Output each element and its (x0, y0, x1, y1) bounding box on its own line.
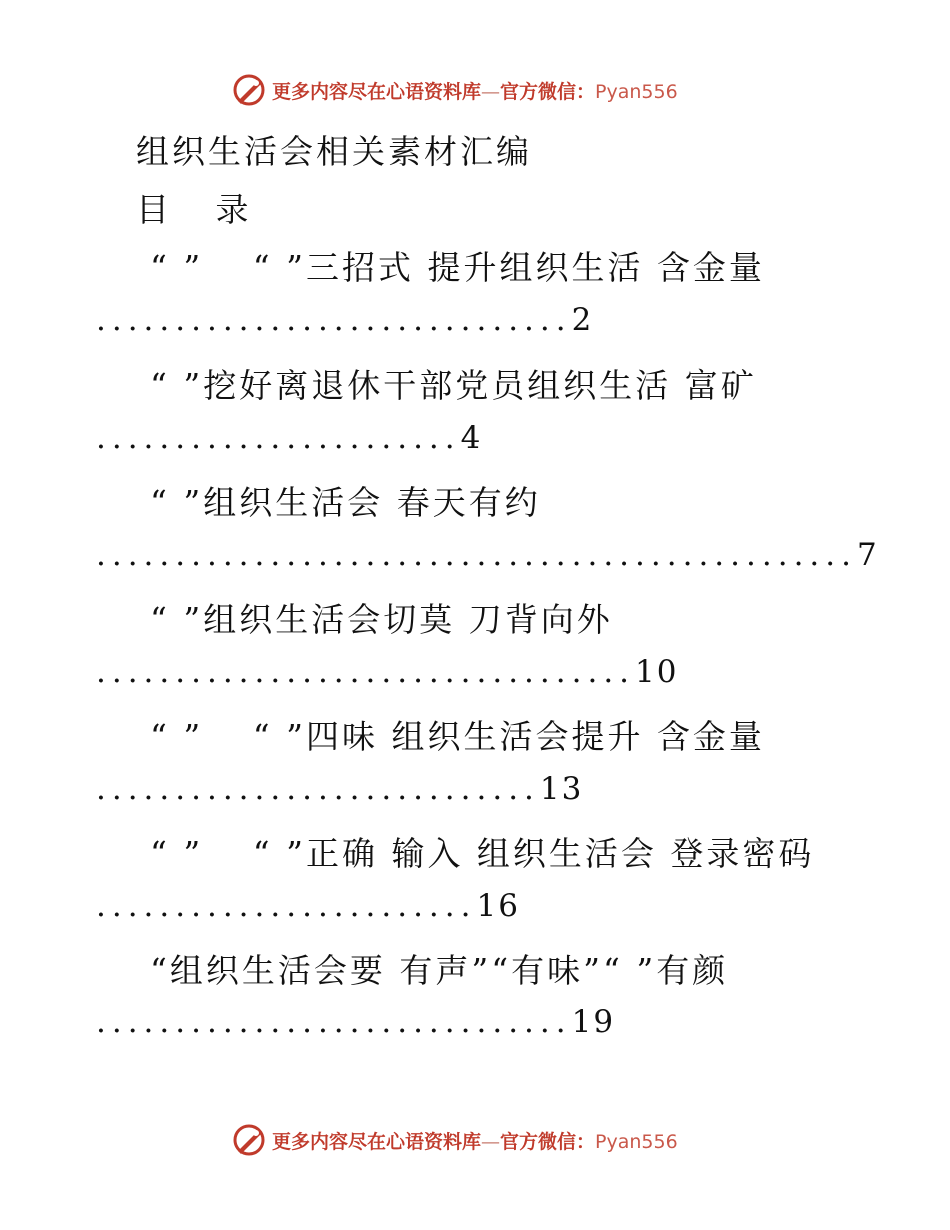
toc-dot-leader: .............................. (96, 1004, 572, 1040)
toc-entry-leader (96, 771, 583, 807)
toc-entry-leader (96, 1004, 615, 1040)
toc-entry-title: “ ”组织生活会切莫 刀背向外 (150, 600, 613, 639)
footer-watermark (232, 1122, 678, 1158)
document-title: 组织生活会相关素材汇编 (136, 132, 532, 171)
toc-entry-leader (96, 420, 482, 456)
watermark-text: 更多内容尽在心语资料库—官方微信：Pyan556 (272, 1130, 678, 1153)
pen-logo-icon (232, 1123, 266, 1157)
toc-entry-leader (96, 888, 520, 924)
toc-page-number: 7 (857, 537, 879, 573)
toc-entry-title: “ ”挖好离退休干部党员组织生活 富矿 (150, 366, 757, 405)
watermark-text: 更多内容尽在心语资料库—官方微信：Pyan556 (272, 80, 678, 103)
header-watermark (232, 72, 678, 108)
toc-dot-leader: ............................ (96, 771, 540, 807)
toc-entry-leader (96, 654, 679, 690)
toc-page-number: 16 (476, 888, 520, 924)
toc-dot-leader: ........................ (96, 888, 477, 924)
toc-page-number: 2 (571, 302, 594, 338)
toc-entry-title: “组织生活会要 有声”“有味”“ ”有颜 (150, 951, 729, 990)
toc-entry-leader (96, 302, 593, 338)
toc-page-number: 19 (571, 1004, 616, 1040)
toc-dot-leader: .................................. (96, 654, 636, 690)
toc-dot-leader: ................................................ (96, 537, 857, 573)
toc-entry-title: “ ” “ ”四味 组织生活会提升 含金量 (150, 717, 765, 756)
toc-entry-title: “ ” “ ”正确 输入 组织生活会 登录密码 (150, 834, 815, 873)
toc-entry-leader (96, 537, 879, 573)
pen-logo-icon (232, 73, 266, 107)
toc-heading: 目 录 (136, 190, 267, 229)
toc-dot-leader: .............................. (96, 302, 572, 338)
toc-page-number: 4 (460, 420, 483, 456)
toc-page-number: 13 (539, 771, 584, 807)
toc-dot-leader: ....................... (96, 420, 461, 456)
toc-entry-title: “ ” “ ”三招式 提升组织生活 含金量 (150, 248, 765, 287)
toc-entry-title: “ ”组织生活会 春天有约 (150, 483, 541, 522)
toc-page-number: 10 (635, 654, 679, 690)
